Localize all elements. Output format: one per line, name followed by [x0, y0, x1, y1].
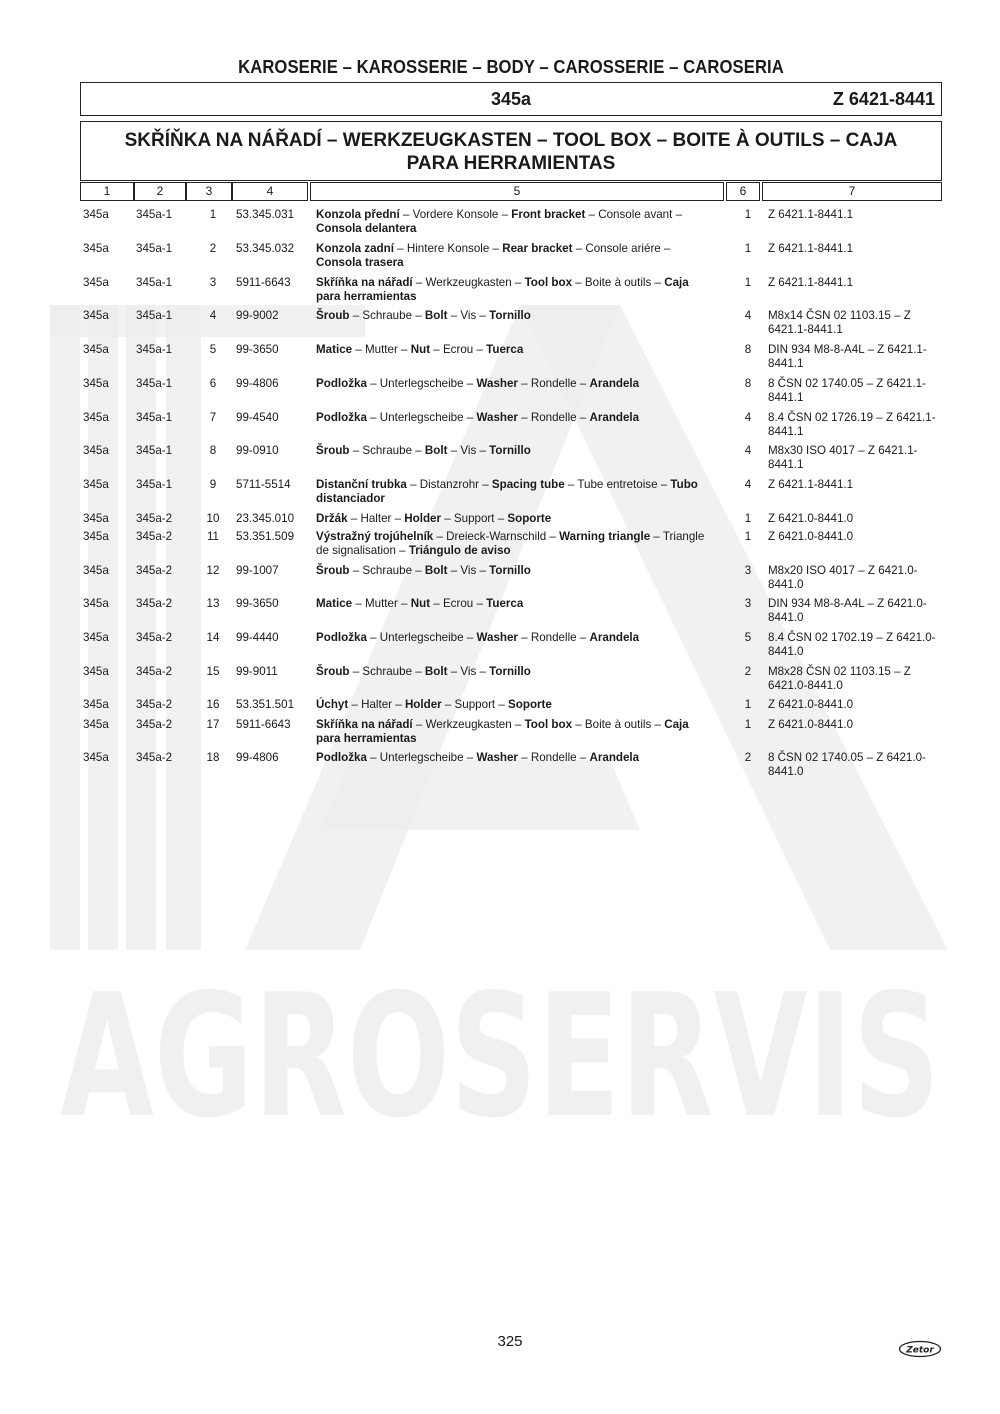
row-position: 12	[206, 564, 220, 577]
description-term: Distanční trubka	[316, 478, 407, 491]
row-part-number: 99-4440	[236, 631, 279, 644]
row-subgroup: 345a-2	[136, 698, 173, 711]
zetor-logo	[898, 1340, 942, 1358]
row-note: 8 ČSN 02 1740.05 – Z 6421.1-8441.1	[768, 377, 926, 404]
row-group: 345a	[83, 530, 109, 543]
row-group: 345a	[83, 665, 109, 678]
row-position: 7	[209, 411, 217, 424]
row-subgroup: 345a-1	[136, 343, 173, 356]
row-group: 345a	[83, 718, 109, 731]
row-part-number: 53.351.501	[236, 698, 295, 711]
row-position: 13	[206, 597, 220, 610]
row-position: 8	[209, 444, 217, 457]
row-position: 4	[209, 309, 217, 322]
description-text: – Dreieck-Warnschild –	[433, 530, 560, 543]
description-term: Bolt	[424, 564, 448, 577]
row-subgroup: 345a-1	[136, 242, 173, 255]
svg-text:Zetor: Zetor	[906, 1345, 934, 1356]
column-header: 2	[134, 182, 186, 201]
row-description	[316, 478, 716, 506]
description-term: Konzola zadní	[316, 242, 394, 255]
row-quantity: 3	[744, 564, 752, 577]
description-text: – Boite à outils –	[572, 718, 665, 731]
row-subgroup: 345a-2	[136, 564, 173, 577]
description-term: Podložka	[316, 377, 367, 390]
column-header: 5	[310, 182, 724, 201]
row-subgroup: 345a-2	[136, 512, 173, 525]
description-text: – Schraube –	[349, 444, 425, 457]
row-position: 15	[206, 665, 220, 678]
row-subgroup: 345a-1	[136, 309, 173, 322]
row-note: Z 6421.0-8441.0	[768, 530, 854, 543]
row-note: 8.4 ČSN 02 1726.19 – Z 6421.1-8441.1	[768, 411, 936, 438]
row-subgroup: 345a-1	[136, 276, 173, 289]
description-term: Šroub	[316, 444, 350, 457]
row-group: 345a	[83, 411, 109, 424]
description-term: Tornillo	[489, 444, 531, 457]
row-subgroup: 345a-2	[136, 751, 173, 764]
row-description	[316, 718, 716, 746]
row-part-number: 99-4540	[236, 411, 279, 424]
row-position: 1	[209, 208, 217, 221]
description-text: – Rondelle –	[517, 411, 590, 424]
row-position: 9	[209, 478, 217, 491]
row-quantity: 1	[744, 242, 752, 255]
row-part-number: 5911-6643	[236, 718, 291, 731]
description-text: – Schraube –	[349, 665, 425, 678]
description-term: Bolt	[424, 309, 448, 322]
row-group: 345a	[83, 512, 109, 525]
description-term: Konzola přední	[316, 208, 400, 221]
description-term: Washer	[476, 377, 518, 390]
row-position: 18	[206, 751, 220, 764]
row-subgroup: 345a-2	[136, 631, 173, 644]
description-term: Arandela	[589, 751, 640, 764]
row-part-number: 23.345.010	[236, 512, 295, 525]
row-position: 5	[209, 343, 217, 356]
row-quantity: 2	[744, 751, 752, 764]
description-text: – Boite à outils –	[572, 276, 665, 289]
row-group: 345a	[83, 564, 109, 577]
row-group: 345a	[83, 751, 109, 764]
description-term: Šroub	[316, 309, 350, 322]
description-text: – Werkzeugkasten –	[412, 718, 525, 731]
row-description	[316, 242, 716, 270]
row-note: Z 6421.0-8441.0	[768, 718, 854, 731]
row-position: 2	[209, 242, 217, 255]
row-description	[316, 276, 716, 304]
row-position: 14	[206, 631, 220, 644]
row-group: 345a	[83, 208, 109, 221]
row-description	[316, 564, 716, 578]
row-part-number: 99-9011	[236, 665, 278, 678]
description-text: – Rondelle –	[517, 751, 590, 764]
page-title: KAROSERIE – KAROSSERIE – BODY – CAROSSERIE – CAROSERIA	[238, 56, 784, 77]
description-text: – Vis –	[447, 564, 490, 577]
description-term: Tuerca	[486, 597, 524, 610]
row-note: M8x30 ISO 4017 – Z 6421.1-8441.1	[768, 444, 918, 471]
description-term: Holder	[404, 698, 442, 711]
row-quantity: 1	[744, 718, 752, 731]
watermark-text: AGROSERVIS	[60, 958, 940, 1156]
description-text: – Console ariére –	[572, 242, 671, 255]
section-header-box	[80, 82, 942, 116]
description-text: – Vis –	[447, 665, 490, 678]
description-term: Washer	[476, 631, 518, 644]
description-text: – Console avant –	[585, 208, 683, 221]
row-description	[316, 309, 716, 323]
row-description	[316, 530, 716, 558]
column-header: 4	[232, 182, 308, 201]
description-term: Tornillo	[489, 665, 531, 678]
description-text: – Vordere Konsole –	[399, 208, 512, 221]
row-subgroup: 345a-1	[136, 478, 173, 491]
description-term: Triángulo de aviso	[408, 544, 511, 557]
row-subgroup: 345a-2	[136, 597, 173, 610]
row-part-number: 99-0910	[236, 444, 279, 457]
description-text: – Halter –	[348, 698, 405, 711]
description-term: Spacing tube	[491, 478, 565, 491]
column-header: 7	[762, 182, 942, 201]
row-quantity: 8	[744, 377, 752, 390]
row-position: 17	[206, 718, 220, 731]
row-quantity: 4	[744, 309, 752, 322]
description-text: – Rondelle –	[517, 377, 590, 390]
description-term: Holder	[404, 512, 442, 525]
description-term: Soporte	[508, 698, 552, 711]
row-group: 345a	[83, 276, 109, 289]
description-text: – Schraube –	[349, 309, 425, 322]
description-text: – Halter –	[347, 512, 405, 525]
row-part-number: 53.345.031	[236, 208, 295, 221]
description-term: Arandela	[589, 631, 640, 644]
description-text: – Unterlegscheibe –	[366, 751, 477, 764]
row-description	[316, 343, 716, 357]
description-term: Soporte	[507, 512, 552, 525]
description-term: Podložka	[316, 411, 367, 424]
row-subgroup: 345a-1	[136, 411, 173, 424]
row-quantity: 2	[744, 665, 752, 678]
description-term: Úchyt	[316, 698, 349, 711]
row-description	[316, 444, 716, 458]
group-title: SKŘÍŇKA NA NÁŘADÍ – WERKZEUGKASTEN – TOOL BOX – BOITE À OUTILS – CAJA PARA HERRAMIENTAS	[124, 130, 898, 174]
row-part-number: 99-1007	[236, 564, 279, 577]
description-term: Tornillo	[489, 564, 531, 577]
description-text: – Triangle de signalisation –	[316, 530, 705, 557]
description-term: Washer	[476, 751, 518, 764]
description-term: Tuerca	[486, 343, 524, 356]
description-term: Warning triangle	[559, 530, 651, 543]
row-quantity: 1	[744, 276, 752, 289]
row-group: 345a	[83, 631, 109, 644]
row-quantity: 4	[744, 411, 752, 424]
description-text: – Schraube –	[349, 564, 425, 577]
row-quantity: 3	[744, 597, 752, 610]
description-term: Arandela	[589, 377, 640, 390]
description-term: Consola delantera	[316, 222, 417, 235]
description-term: Šroub	[316, 564, 350, 577]
row-note: 8 ČSN 02 1740.05 – Z 6421.0-8441.0	[768, 751, 926, 778]
row-note: M8x14 ČSN 02 1103.15 – Z 6421.1-8441.1	[768, 309, 911, 336]
description-term: Matice	[316, 343, 353, 356]
row-quantity: 5	[744, 631, 752, 644]
row-note: DIN 934 M8-8-A4L – Z 6421.0-8441.0	[768, 597, 927, 624]
row-part-number: 53.351.509	[236, 530, 295, 543]
row-subgroup: 345a-1	[136, 208, 173, 221]
column-header: 3	[186, 182, 232, 201]
row-note: Z 6421.1-8441.1	[768, 276, 854, 289]
section-number: 345a	[490, 89, 532, 109]
row-quantity: 1	[744, 530, 752, 543]
row-group: 345a	[83, 377, 109, 390]
description-term: Tool box	[524, 718, 573, 731]
row-part-number: 99-9002	[236, 309, 279, 322]
row-position: 16	[206, 698, 220, 711]
row-subgroup: 345a-2	[136, 530, 173, 543]
row-group: 345a	[83, 444, 109, 457]
row-note: Z 6421.1-8441.1	[768, 242, 854, 255]
description-term: Consola trasera	[316, 256, 404, 269]
row-description	[316, 411, 716, 425]
column-header: 6	[726, 182, 760, 201]
description-text: – Distanzrohr –	[406, 478, 492, 491]
row-subgroup: 345a-2	[136, 665, 173, 678]
column-header: 1	[80, 182, 134, 201]
description-term: Arandela	[589, 411, 640, 424]
group-title-box	[80, 121, 942, 181]
row-position: 6	[209, 377, 217, 390]
description-term: Podložka	[316, 751, 367, 764]
row-description	[316, 631, 716, 645]
row-group: 345a	[83, 597, 109, 610]
description-term: Podložka	[316, 631, 367, 644]
row-note: Z 6421.0-8441.0	[768, 512, 854, 525]
row-part-number: 5711-5514	[236, 478, 291, 491]
row-part-number: 99-3650	[236, 343, 279, 356]
description-term: Bolt	[424, 665, 448, 678]
row-quantity: 8	[744, 343, 752, 356]
description-term: Nut	[410, 343, 431, 356]
description-term: Tool box	[524, 276, 573, 289]
row-note: Z 6421.0-8441.0	[768, 698, 854, 711]
column-header-row	[80, 182, 942, 200]
row-note: M8x28 ČSN 02 1103.15 – Z 6421.0-8441.0	[768, 665, 911, 692]
row-quantity: 1	[744, 208, 752, 221]
row-position: 3	[209, 276, 217, 289]
row-note: DIN 934 M8-8-A4L – Z 6421.1-8441.1	[768, 343, 927, 370]
description-text: – Hintere Konsole –	[393, 242, 503, 255]
row-subgroup: 345a-2	[136, 718, 173, 731]
row-subgroup: 345a-1	[136, 444, 173, 457]
description-text: – Werkzeugkasten –	[412, 276, 525, 289]
row-description	[316, 512, 716, 526]
description-text: – Tube entretoise –	[564, 478, 671, 491]
row-part-number: 53.345.032	[236, 242, 295, 255]
row-part-number: 5911-6643	[236, 276, 291, 289]
row-note: M8x20 ISO 4017 – Z 6421.0-8441.0	[768, 564, 918, 591]
model-code: Z 6421-8441	[832, 89, 935, 109]
description-text: – Support –	[441, 512, 508, 525]
description-term: Nut	[410, 597, 431, 610]
row-group: 345a	[83, 242, 109, 255]
description-text: – Mutter –	[352, 343, 411, 356]
description-text: – Vis –	[447, 309, 490, 322]
description-term: Washer	[476, 411, 518, 424]
row-group: 345a	[83, 343, 109, 356]
description-term: Tornillo	[489, 309, 531, 322]
description-text: – Vis –	[447, 444, 490, 457]
row-quantity: 1	[744, 512, 752, 525]
description-text: – Rondelle –	[517, 631, 590, 644]
description-term: Bolt	[424, 444, 448, 457]
row-note: Z 6421.1-8441.1	[768, 208, 854, 221]
description-term: Výstražný trojúhelník	[316, 530, 434, 543]
description-term: Šroub	[316, 665, 350, 678]
row-quantity: 4	[744, 478, 752, 491]
description-text: – Support –	[441, 698, 509, 711]
row-part-number: 99-4806	[236, 377, 279, 390]
row-group: 345a	[83, 698, 109, 711]
row-note: Z 6421.1-8441.1	[768, 478, 854, 491]
row-part-number: 99-4806	[236, 751, 279, 764]
row-description	[316, 665, 716, 679]
page-number: 325	[497, 1333, 523, 1350]
description-term: Rear bracket	[502, 242, 573, 255]
description-term: Caja para herramientas	[316, 718, 689, 745]
description-term: Matice	[316, 597, 353, 610]
row-position: 11	[206, 530, 220, 543]
description-term: Držák	[316, 512, 348, 525]
description-text: – Unterlegscheibe –	[366, 411, 477, 424]
row-quantity: 1	[744, 698, 752, 711]
row-group: 345a	[83, 309, 109, 322]
row-part-number: 99-3650	[236, 597, 279, 610]
row-description	[316, 597, 716, 611]
description-term: Skříňka na nářadí	[316, 276, 413, 289]
row-quantity: 4	[744, 444, 752, 457]
row-description	[316, 698, 716, 712]
row-description	[316, 751, 716, 765]
row-note: 8.4 ČSN 02 1702.19 – Z 6421.0-8441.0	[768, 631, 936, 658]
row-group: 345a	[83, 478, 109, 491]
row-description	[316, 377, 716, 391]
row-position: 10	[206, 512, 220, 525]
description-text: – Ecrou –	[430, 597, 487, 610]
description-text: – Unterlegscheibe –	[366, 377, 477, 390]
description-term: Tubo distanciador	[316, 478, 698, 505]
description-term: Skříňka na nářadí	[316, 718, 413, 731]
description-term: Caja para herramientas	[316, 276, 689, 303]
row-subgroup: 345a-1	[136, 377, 173, 390]
description-term: Front bracket	[511, 208, 586, 221]
row-description	[316, 208, 716, 236]
description-text: – Mutter –	[352, 597, 411, 610]
description-text: – Ecrou –	[430, 343, 487, 356]
description-text: – Unterlegscheibe –	[366, 631, 477, 644]
